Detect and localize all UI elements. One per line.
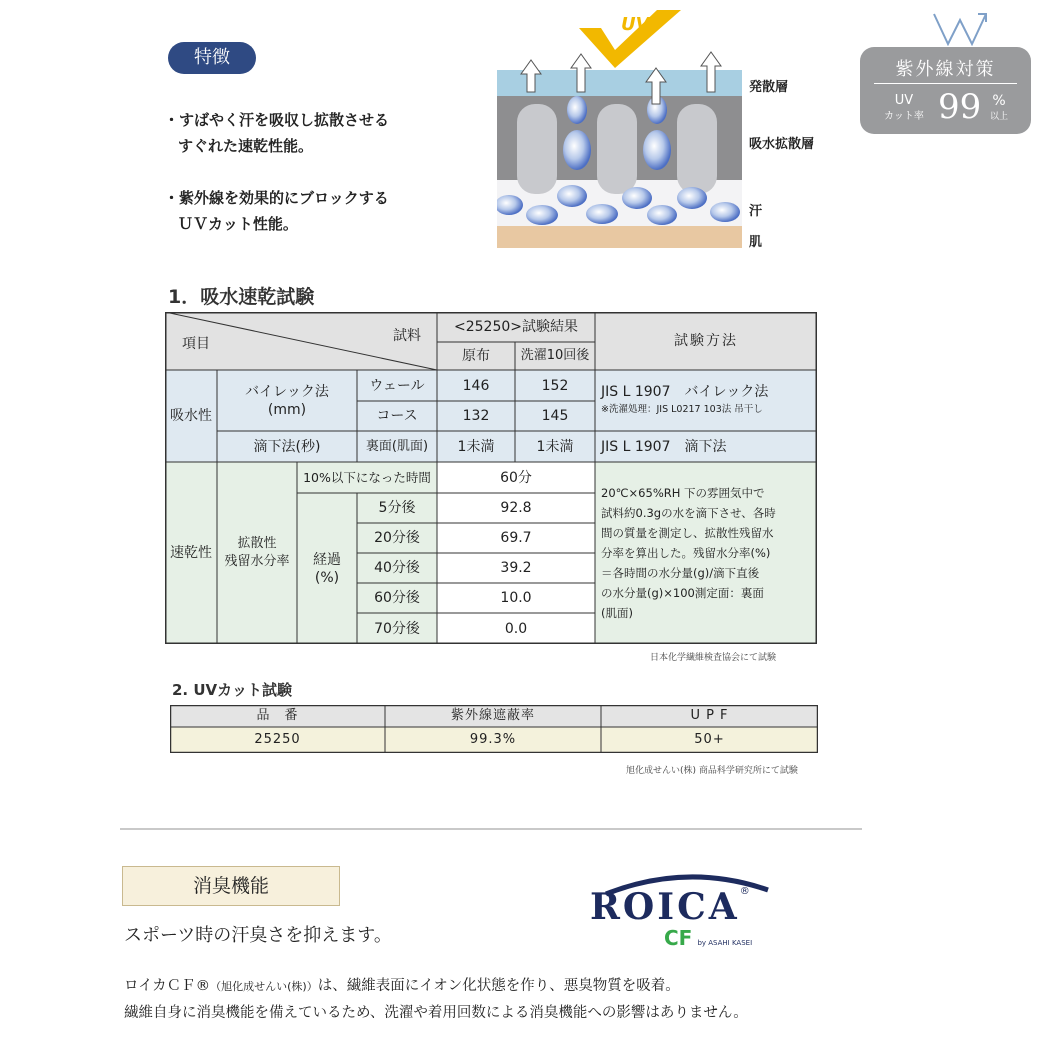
elapsed-label	[297, 493, 357, 644]
diagram-label-absorb: 吸水拡散層	[749, 137, 815, 152]
dry-row-value: 39.2	[500, 560, 532, 576]
method-byreck-text: JIS L 1907 バイレック法	[601, 383, 769, 400]
header-item: 項目	[182, 336, 210, 352]
drop-washed: 1未満	[536, 438, 574, 455]
dry-row-value: 69.7	[500, 530, 532, 546]
dry-method-line: 20℃×65%RH 下の雰囲気中で	[601, 486, 765, 500]
time10-value: 60分	[500, 469, 532, 486]
feature-item-1	[164, 107, 389, 159]
test1-heading: 1．吸水速乾試験	[168, 286, 315, 308]
dry-row-value: 92.8	[500, 500, 532, 516]
absorb-label: 吸水性	[170, 408, 212, 424]
header-method: 試験方法	[674, 333, 738, 349]
diagram-skin-layer	[497, 226, 742, 248]
diagram-pillar	[597, 104, 637, 194]
diagram-droplet	[622, 187, 652, 209]
deodorant-line1-company: （旭化成せんい(株)）	[210, 980, 318, 993]
diagram-droplet	[567, 96, 587, 124]
deodorant-line1-text: は、繊維表面にイオン化状態を作り、悪臭物質を吸着。	[317, 978, 680, 994]
uv-col-product: 品 番	[256, 708, 299, 723]
dry-sub-line1: 拡散性	[237, 536, 277, 551]
diagram-droplet	[557, 185, 587, 207]
dry-method	[601, 478, 815, 628]
test2-heading: 2. UVカット試験	[172, 681, 292, 699]
diagram-droplet	[526, 205, 558, 225]
diagram-label-top: 発散層	[749, 80, 789, 95]
wale-original: 146	[462, 377, 490, 394]
roica-by-text: by ASAHI KASEI	[697, 939, 753, 947]
header-sample: 試料	[393, 328, 421, 344]
wale-label: ウェール	[369, 377, 425, 394]
feature-item-2	[164, 185, 389, 237]
feature-item-1-line2: すぐれた速乾性能。	[178, 137, 314, 155]
section-divider	[120, 828, 862, 830]
uv-val-upf: 50+	[694, 732, 725, 747]
byreck-name: バイレック法	[245, 383, 329, 400]
diagram-droplet	[586, 204, 618, 224]
course-original: 132	[462, 408, 490, 424]
deodorant-line1-product: ロイカＣＦ®	[124, 978, 211, 994]
roica-logo-reg: ®	[739, 886, 750, 897]
diagram-droplet	[677, 187, 707, 209]
test2-source-note: 旭化成せんい(株) 商品科学研究所にて試験	[626, 766, 798, 776]
diagram-uv-text: UV	[621, 14, 650, 35]
dry-row-time: 20分後	[374, 530, 420, 546]
course-label: コース	[376, 408, 418, 424]
diagram-label-skin: 肌	[749, 235, 763, 250]
uv-badge-label-line1: UV	[894, 93, 914, 108]
brand-arrows-icon	[930, 10, 992, 46]
uv-badge-title: 紫外線対策	[895, 59, 996, 80]
feature-item-2-line1: ・紫外線を効果的にブロックする	[164, 189, 389, 207]
uv-val-product: 25250	[254, 732, 301, 747]
roica-logo-sub	[664, 926, 752, 950]
roica-cf-text: CF	[664, 926, 693, 950]
dry-method-line: (肌面)	[601, 606, 633, 620]
dry-method-line: ＝各時間の水分量(g)/滴下直後	[601, 566, 760, 580]
test1-source-note: 日本化学繊維検査協会にて試験	[650, 653, 777, 663]
uv-val-block-rate: 99.3%	[469, 732, 517, 747]
features-badge: 特徴	[168, 42, 256, 74]
uv-badge-unit	[990, 93, 1008, 125]
uv-cut-table	[170, 705, 818, 753]
method-byreck-note: ※洗濯処理：JIS L0217 103法 吊干し	[601, 403, 763, 415]
diagram-droplet	[710, 202, 740, 222]
uv-col-upf: U P F	[690, 708, 729, 723]
dry-method-line: 間の質量を測定し、拡散性残留水	[601, 526, 774, 540]
diagram-pillar	[677, 104, 717, 194]
uv-badge-label-line2: カット率	[884, 111, 924, 122]
diagram-label-sweat: 汗	[749, 204, 763, 219]
dry-method-line: 試料約0.3gの水を滴下させ、各時	[601, 506, 776, 520]
uv-badge-divider	[874, 83, 1017, 84]
course-washed: 145	[541, 408, 569, 424]
feature-item-1-line1: ・すばやく汗を吸収し拡散させる	[164, 111, 390, 129]
uv-badge-unit-symbol: %	[992, 93, 1006, 109]
dry-row-time: 70分後	[374, 620, 420, 637]
dry-row-value: 10.0	[500, 590, 532, 606]
uv-badge-label	[884, 93, 924, 124]
deodorant-subtitle: スポーツ時の汗臭さを抑えます。	[124, 925, 392, 946]
absorb-dry-table	[165, 312, 817, 644]
header-original: 原布	[462, 348, 490, 364]
uv-badge-unit-sub: 以上	[990, 112, 1009, 122]
deodorant-line1	[124, 973, 748, 1000]
dry-method-line: 分率を算出した。残留水分率(%)	[601, 546, 771, 560]
elapsed-line1: 経過	[313, 551, 341, 568]
diagram-droplet	[643, 130, 671, 170]
deodorant-description	[124, 973, 748, 1026]
dry-method-line: の水分量(g)×100測定面：裏面	[601, 586, 764, 600]
roica-logo-main	[590, 886, 750, 928]
uv-badge-value: 99	[938, 87, 982, 127]
drop-label: 滴下法(秒)	[253, 438, 321, 455]
dry-row-time: 40分後	[374, 560, 420, 576]
roica-logo-text: ROICA	[590, 886, 740, 928]
dry-row-time: 60分後	[374, 590, 420, 606]
byreck-label	[217, 370, 357, 431]
diagram-droplet	[563, 130, 591, 170]
deodorant-line2: 繊維自身に消臭機能を備えているため、洗濯や着用回数による消臭機能への影響はありません。	[124, 1005, 748, 1021]
dry-row-time: 5分後	[378, 500, 416, 516]
diagram-droplet	[647, 205, 677, 225]
dry-label: 速乾性	[170, 545, 212, 561]
header-washed: 洗濯10回後	[520, 348, 590, 363]
drop-side: 裏面(肌面)	[365, 438, 429, 454]
elapsed-line2: (%)	[314, 569, 340, 586]
diagram-pillar	[517, 104, 557, 194]
uv-cut-badge	[860, 47, 1031, 134]
dry-sub-line2: 残留水分率	[224, 554, 290, 569]
feature-item-2-line2: ＵＶカット性能。	[178, 215, 298, 233]
deodorant-badge: 消臭機能	[122, 866, 340, 906]
byreck-unit: (mm)	[267, 401, 307, 418]
dry-sub-label	[217, 462, 297, 644]
dry-row-value: 0.0	[504, 620, 528, 637]
fabric-layer-diagram	[497, 0, 742, 250]
method-drop: JIS L 1907 滴下法	[601, 438, 727, 455]
uv-col-block-rate: 紫外線遮蔽率	[450, 708, 535, 723]
wale-washed: 152	[541, 377, 569, 394]
drop-original: 1未満	[457, 438, 495, 455]
header-result-group: <25250>試験結果	[454, 319, 578, 335]
time10-label: 10%以下になった時間	[303, 469, 431, 485]
method-byreck	[595, 372, 817, 429]
